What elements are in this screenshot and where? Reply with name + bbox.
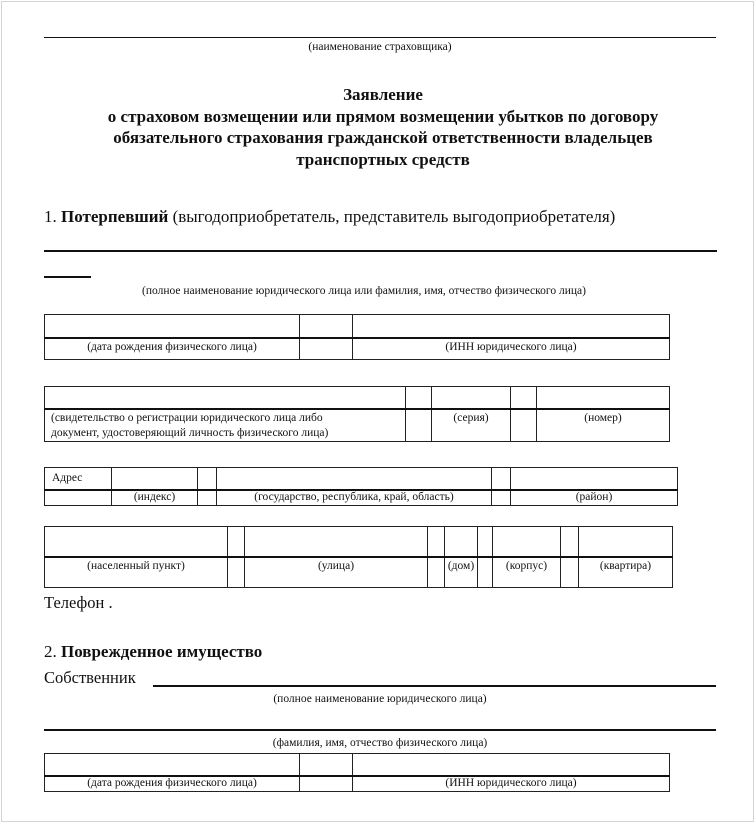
section-2-title: Поврежденное имущество [61,642,263,661]
insurer-name-line[interactable] [44,37,716,38]
victim-inn-caption: (ИНН юридического лица) [353,338,670,360]
section-1-number: 1. [44,207,57,226]
owner-legal-name-line[interactable] [153,685,716,687]
address-street-field[interactable] [245,527,428,557]
spacer-cell [561,557,579,588]
victim-address-table-2 [44,526,673,588]
address-index-caption: (индекс) [112,490,198,506]
insurer-caption: (наименование страховщика) [308,41,452,53]
spacer-cell [478,557,493,588]
document-caption-line-2: документ, удостоверяющий личность физического лица) [51,426,329,439]
victim-number-field[interactable] [537,387,670,409]
owner-inn-field[interactable] [353,754,670,776]
victim-birth-date-caption: (дата рождения физического лица) [45,338,300,360]
section-2-heading [44,642,262,662]
owner-legal-caption: (полное наименование юридического лица) [273,693,487,705]
spacer-cell [428,527,445,557]
address-street-caption: (улица) [245,557,428,588]
victim-birth-inn-table [44,314,670,360]
address-label: Адрес [45,468,112,490]
spacer-cell [300,754,353,776]
spacer-cell [406,387,432,409]
spacer-cell [492,468,511,490]
spacer-cell [228,557,245,588]
title-line-3: обязательного страхования гражданской ответственности владельцев [113,128,653,147]
victim-series-field[interactable] [432,387,511,409]
title-line-2: о страховом возмещении или прямом возмещении убытков по договору [107,106,659,126]
spacer-cell [561,527,579,557]
phone-label: Телефон [44,593,105,612]
address-district-caption: (район) [511,490,678,506]
owner-birth-inn-table [44,753,670,792]
victim-document-field[interactable] [45,387,406,409]
document-title [40,84,726,170]
spacer-cell [198,468,217,490]
victim-address-table-1 [44,467,678,506]
section-1-heading [44,207,615,227]
owner-person-caption: (фамилия, имя, отчество физического лица) [272,737,488,749]
spacer-cell [492,490,511,506]
spacer-cell [478,527,493,557]
owner-birth-date-caption: (дата рождения физического лица) [45,776,300,792]
address-apartment-field[interactable] [579,527,673,557]
address-index-field[interactable] [112,468,198,490]
spacer-cell [228,527,245,557]
title-line-4: транспортных средств [296,149,470,169]
spacer-cell [198,490,217,506]
victim-document-caption [45,409,406,442]
address-locality-caption: (населенный пункт) [45,557,228,588]
owner-inn-caption: (ИНН юридического лица) [353,776,670,792]
phone-row [44,593,113,613]
owner-birth-date-field[interactable] [45,754,300,776]
spacer-cell [300,338,353,360]
document-caption-line-1: (свидетельство о регистрации юридического лица либо [51,411,323,424]
spacer-cell [300,776,353,792]
victim-birth-date-field[interactable] [45,315,300,338]
address-house-caption: (дом) [445,557,478,588]
spacer-cell [511,387,537,409]
victim-inn-field[interactable] [353,315,670,338]
victim-number-caption: (номер) [537,409,670,442]
address-building-field[interactable] [493,527,561,557]
spacer-cell [428,557,445,588]
address-region-field[interactable] [217,468,492,490]
address-house-field[interactable] [445,527,478,557]
victim-series-caption: (серия) [432,409,511,442]
owner-person-name-line[interactable] [44,729,716,731]
title-line-1: Заявление [343,85,423,104]
victim-document-table [44,386,670,442]
spacer-cell [406,409,432,442]
victim-name-caption: (полное наименование юридического лица или фамилия, имя, отчество физического лица) [142,285,586,297]
empty-cell [45,490,112,506]
spacer-cell [300,315,353,338]
phone-field[interactable]: . [108,593,113,612]
victim-name-line-1[interactable] [44,250,717,252]
address-region-caption: (государство, республика, край, область) [217,490,492,506]
address-apartment-caption: (квартира) [579,557,673,588]
spacer-cell [511,409,537,442]
section-1-subtitle: (выгодоприобретатель, представитель выгодоприобретателя) [172,207,616,226]
address-locality-field[interactable] [45,527,228,557]
victim-name-line-2[interactable] [44,276,91,278]
owner-label: Собственник [44,668,136,687]
section-2-number: 2. [44,642,57,661]
address-district-field[interactable] [511,468,678,490]
address-building-caption: (корпус) [493,557,561,588]
section-1-title: Потерпевший [61,207,169,226]
